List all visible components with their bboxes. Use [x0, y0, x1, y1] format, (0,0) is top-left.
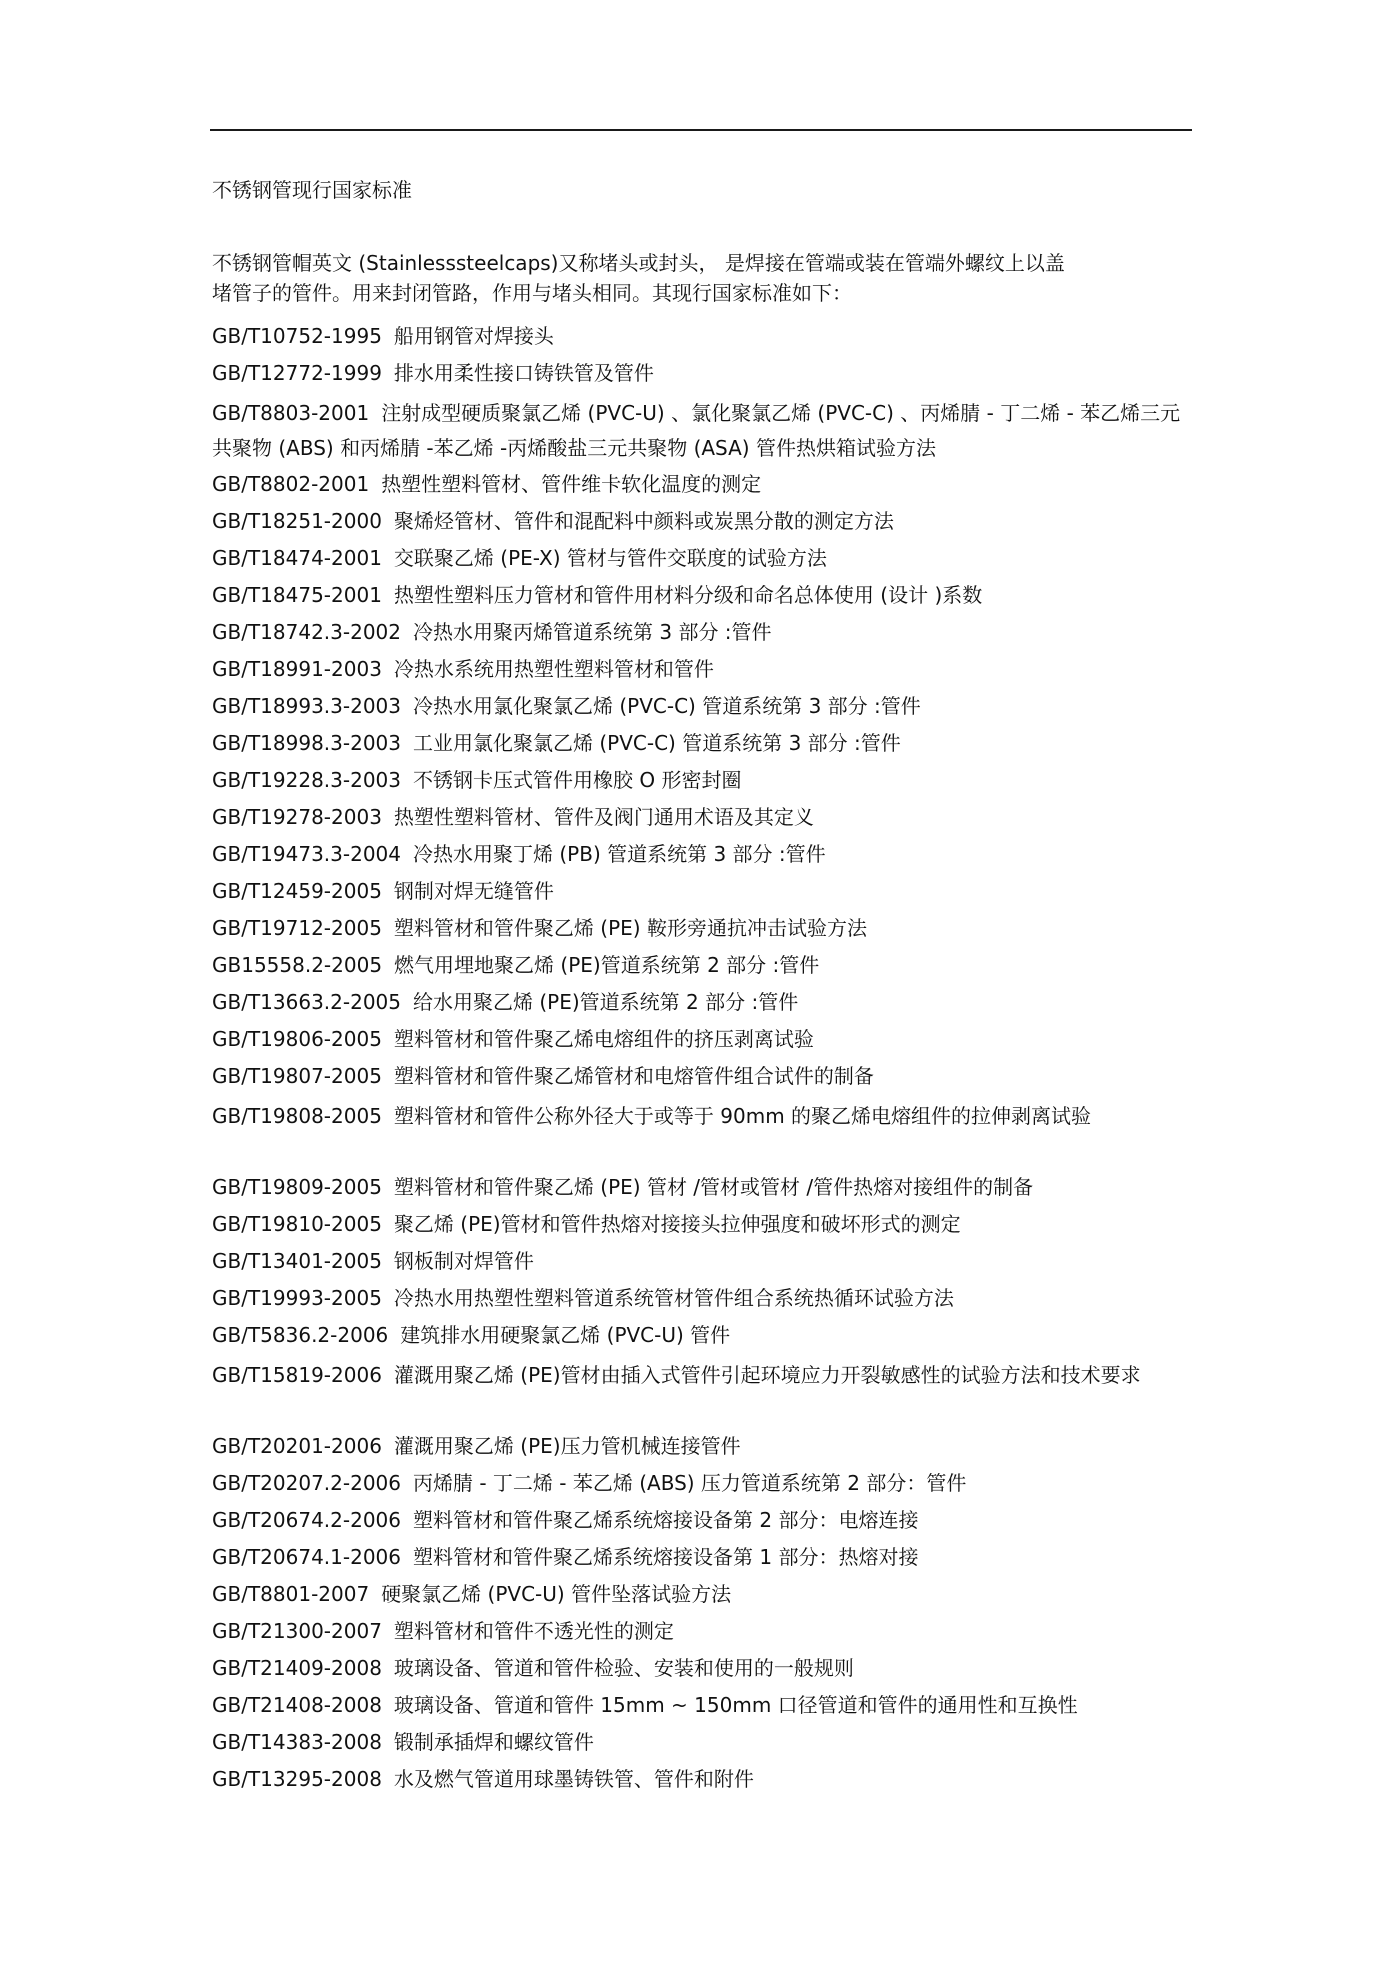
standard-item	[212, 1727, 1197, 1764]
standard-item	[212, 728, 1197, 765]
standard-code: GB/T18742.3-2002	[212, 620, 401, 644]
standard-code: GB/T8803-2001	[212, 401, 370, 425]
standard-item	[212, 1542, 1197, 1579]
standard-item	[212, 1209, 1197, 1246]
standard-name: 燃气用埋地聚乙烯 (PE)管道系统第 2 部分 :管件	[394, 953, 820, 977]
standard-code: GB/T20674.2-2006	[212, 1508, 401, 1532]
standard-name: 冷热水用聚丙烯管道系统第 3 部分 :管件	[413, 620, 772, 644]
standard-item	[212, 876, 1197, 913]
standard-name: 聚乙烯 (PE)管材和管件热熔对接接头拉伸强度和破坏形式的测定	[393, 1212, 961, 1236]
standard-name: 工业用氯化聚氯乙烯 (PVC-C) 管道系统第 3 部分 :管件	[413, 731, 901, 755]
standard-item	[212, 839, 1197, 876]
standard-code: GB/T14383-2008	[212, 1730, 382, 1754]
standard-item	[212, 580, 1197, 617]
standard-name: 塑料管材和管件聚乙烯 (PE) 鞍形旁通抗冲击试验方法	[393, 916, 867, 940]
standard-code: GB/T21300-2007	[212, 1619, 382, 1643]
standard-name: 塑料管材和管件聚乙烯电熔组件的挤压剥离试验	[393, 1027, 814, 1051]
standard-code: GB/T19228.3-2003	[212, 768, 401, 792]
standard-item	[212, 1579, 1197, 1616]
standard-code: GB/T13295-2008	[212, 1767, 382, 1791]
document-title: 不锈钢管现行国家标准	[212, 178, 412, 202]
standard-name: 灌溉用聚乙烯 (PE)压力管机械连接管件	[393, 1434, 741, 1458]
standard-code: GB/T19809-2005	[212, 1175, 382, 1199]
standard-name: 不锈钢卡压式管件用橡胶 O 形密封圈	[413, 768, 742, 792]
standard-name: 玻璃设备、管道和管件检验、安装和使用的一般规则	[393, 1656, 854, 1680]
standard-code: GB/T19278-2003	[212, 805, 382, 829]
standard-name: 冷热水用热塑性塑料管道系统管材管件组合系统热循环试验方法	[393, 1286, 954, 1310]
standard-name: 锻制承插焊和螺纹管件	[393, 1730, 594, 1754]
standard-item	[212, 1764, 1197, 1801]
standard-item	[212, 802, 1197, 839]
standard-name: 钢板制对焊管件	[393, 1249, 534, 1273]
standard-item	[212, 987, 1197, 1024]
standard-item	[212, 913, 1197, 950]
standard-name: 塑料管材和管件聚乙烯系统熔接设备第 1 部分：热熔对接	[413, 1545, 919, 1569]
standard-item	[212, 1061, 1197, 1098]
standard-code: GB/T8801-2007	[212, 1582, 370, 1606]
standard-code: GB/T12459-2005	[212, 879, 382, 903]
standard-item	[212, 1098, 1197, 1172]
standard-item	[212, 617, 1197, 654]
standard-item	[212, 1246, 1197, 1283]
standard-name: 塑料管材和管件聚乙烯管材和电熔管件组合试件的制备	[393, 1064, 874, 1088]
standard-code: GB/T21409-2008	[212, 1656, 382, 1680]
standard-name: 冷热水用氯化聚氯乙烯 (PVC-C) 管道系统第 3 部分 :管件	[413, 694, 921, 718]
standard-name: 排水用柔性接口铸铁管及管件	[393, 361, 654, 385]
standard-name: 建筑排水用硬聚氯乙烯 (PVC-U) 管件	[400, 1323, 731, 1347]
standard-item	[212, 358, 1197, 395]
standard-code: GB/T8802-2001	[212, 472, 370, 496]
standard-code: GB/T13663.2-2005	[212, 990, 401, 1014]
standard-item	[212, 506, 1197, 543]
standard-name: 热塑性塑料压力管材和管件用材料分级和命名总体使用 (设计 )系数	[393, 583, 983, 607]
standard-name: 热塑性塑料管材、管件维卡软化温度的测定	[381, 472, 762, 496]
standard-item	[212, 1320, 1197, 1357]
standard-name: 注射成型硬质聚氯乙烯 (PVC-U) 、氯化聚氯乙烯 (PVC-C) 、丙烯腈 - 丁二烯 - 苯乙烯三元共聚物 (ABS) 和丙烯腈 -苯乙烯 -丙烯酸盐三元共聚物 (ASA) 管件热烘箱试验方法	[212, 401, 1181, 460]
standard-name: 硬聚氯乙烯 (PVC-U) 管件坠落试验方法	[381, 1582, 732, 1606]
standard-code: GB/T21408-2008	[212, 1693, 382, 1717]
standard-code: GB15558.2-2005	[212, 953, 383, 977]
standard-item	[212, 1024, 1197, 1061]
standard-item	[212, 654, 1197, 691]
standard-item	[212, 691, 1197, 728]
standard-code: GB/T19993-2005	[212, 1286, 382, 1310]
standard-name: 塑料管材和管件不透光性的测定	[393, 1619, 674, 1643]
standard-item	[212, 1653, 1197, 1690]
standard-item	[212, 1468, 1197, 1505]
standard-code: GB/T13401-2005	[212, 1249, 382, 1273]
intro-line: 不锈钢管帽英文 (Stainlesssteelcaps)又称堵头或封头， 是焊接在管端或装在管端外螺纹上以盖	[212, 251, 1065, 275]
standard-name: 冷热水系统用热塑性塑料管材和管件	[393, 657, 714, 681]
intro-line: 堵管子的管件。用来封闭管路，作用与堵头相同。其现行国家标准如下：	[212, 281, 852, 305]
standard-item	[212, 1283, 1197, 1320]
standard-code: GB/T20201-2006	[212, 1434, 382, 1458]
standard-name: 玻璃设备、管道和管件 15mm ~ 150mm 口径管道和管件的通用性和互换性	[393, 1693, 1078, 1717]
standard-name: 交联聚乙烯 (PE-X) 管材与管件交联度的试验方法	[393, 546, 827, 570]
standard-code: GB/T18993.3-2003	[212, 694, 401, 718]
standard-code: GB/T5836.2-2006	[212, 1323, 389, 1347]
standard-name: 塑料管材和管件聚乙烯 (PE) 管材 /管材或管材 /管件热熔对接组件的制备	[393, 1175, 1034, 1199]
standard-item	[212, 543, 1197, 580]
standard-code: GB/T19806-2005	[212, 1027, 382, 1051]
standard-item	[212, 950, 1197, 987]
standard-item	[212, 1505, 1197, 1542]
standard-item	[212, 1616, 1197, 1653]
standard-name: 塑料管材和管件公称外径大于或等于 90mm 的聚乙烯电熔组件的拉伸剥离试验	[393, 1104, 1092, 1128]
standard-name: 钢制对焊无缝管件	[393, 879, 554, 903]
standard-code: GB/T20207.2-2006	[212, 1471, 401, 1495]
standard-code: GB/T19807-2005	[212, 1064, 382, 1088]
standard-code: GB/T19712-2005	[212, 916, 382, 940]
standard-code: GB/T10752-1995	[212, 324, 382, 348]
standard-code: GB/T19473.3-2004	[212, 842, 401, 866]
standard-item	[212, 321, 1197, 358]
header-rule	[210, 129, 1192, 131]
standard-item	[212, 469, 1197, 506]
standard-code: GB/T12772-1999	[212, 361, 382, 385]
standard-name: 丙烯腈 - 丁二烯 - 苯乙烯 (ABS) 压力管道系统第 2 部分：管件	[413, 1471, 967, 1495]
standard-item	[212, 1690, 1197, 1727]
standard-code: GB/T18474-2001	[212, 546, 382, 570]
standard-name: 聚烯烃管材、管件和混配料中颜料或炭黑分散的测定方法	[393, 509, 894, 533]
standard-code: GB/T18991-2003	[212, 657, 382, 681]
standard-code: GB/T18998.3-2003	[212, 731, 401, 755]
standard-item	[212, 1431, 1197, 1468]
standard-code: GB/T18251-2000	[212, 509, 382, 533]
standard-item	[212, 1357, 1197, 1431]
standard-code: GB/T20674.1-2006	[212, 1545, 401, 1569]
standard-name: 水及燃气管道用球墨铸铁管、管件和附件	[393, 1767, 754, 1791]
intro-paragraph	[212, 248, 1162, 308]
standard-code: GB/T18475-2001	[212, 583, 382, 607]
standard-name: 热塑性塑料管材、管件及阀门通用术语及其定义	[393, 805, 814, 829]
standard-code: GB/T15819-2006	[212, 1363, 382, 1387]
standard-code: GB/T19810-2005	[212, 1212, 382, 1236]
standard-name: 灌溉用聚乙烯 (PE)管材由插入式管件引起环境应力开裂敏感性的试验方法和技术要求	[393, 1363, 1141, 1387]
standards-list	[212, 321, 1197, 1801]
standard-name: 船用钢管对焊接头	[393, 324, 554, 348]
standard-code: GB/T19808-2005	[212, 1104, 382, 1128]
standard-name: 塑料管材和管件聚乙烯系统熔接设备第 2 部分：电熔连接	[413, 1508, 919, 1532]
standard-name: 冷热水用聚丁烯 (PB) 管道系统第 3 部分 :管件	[413, 842, 826, 866]
standard-item	[212, 1172, 1197, 1209]
standard-item	[212, 395, 1197, 469]
standard-name: 给水用聚乙烯 (PE)管道系统第 2 部分 :管件	[413, 990, 799, 1014]
standard-item	[212, 765, 1197, 802]
